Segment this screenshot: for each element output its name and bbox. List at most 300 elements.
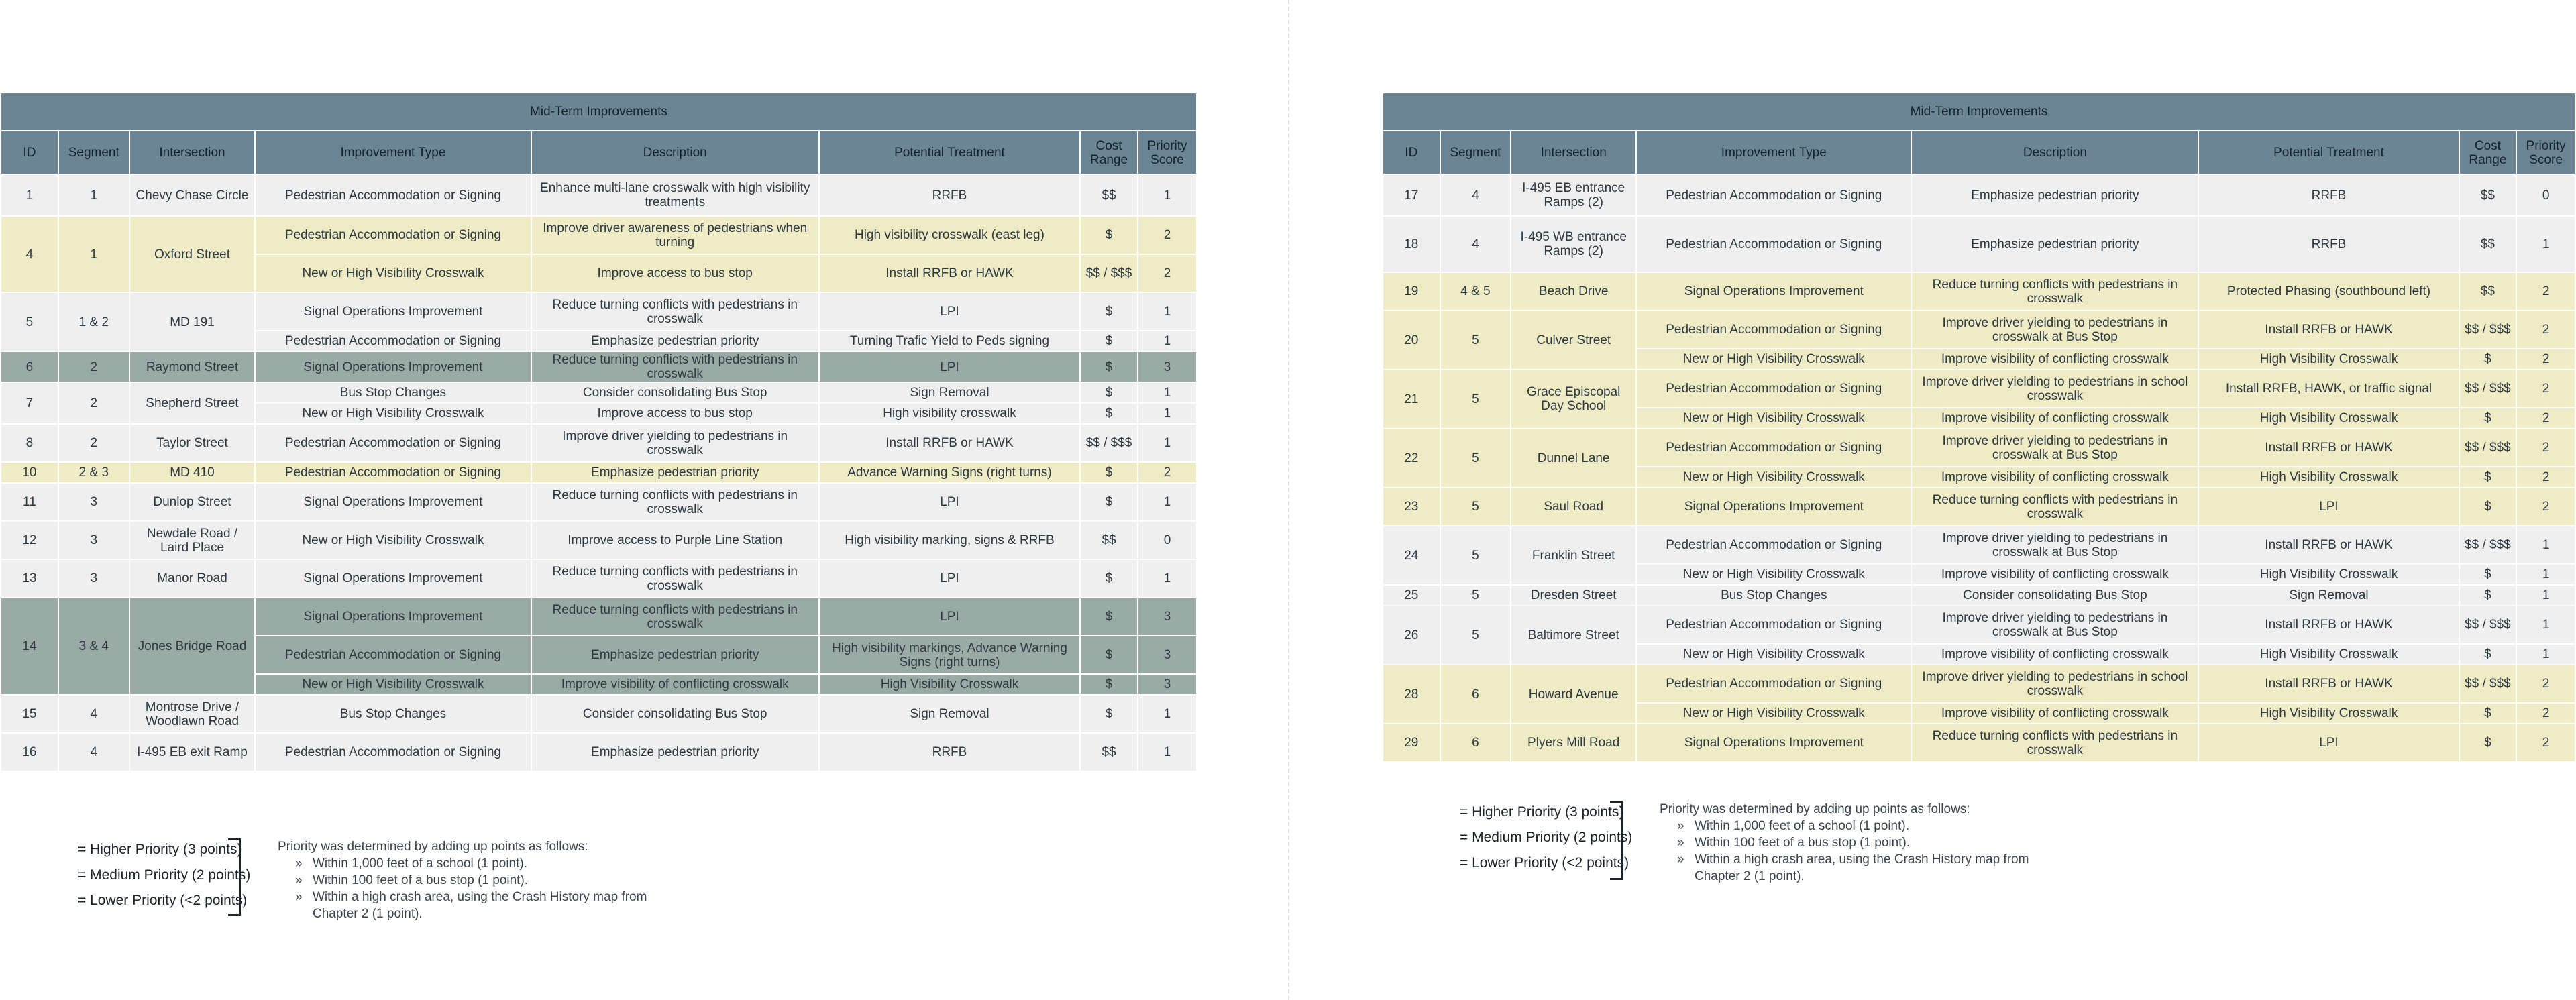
table-row [1, 424, 1197, 462]
cell-treatment: High Visibility Crosswalk [819, 674, 1080, 695]
cell-intersection: Saul Road [1511, 488, 1636, 526]
cell-segment: 5 [1440, 311, 1511, 370]
col-header-id: ID [1, 131, 58, 174]
cell-score: 3 [1138, 674, 1197, 695]
cell-improvement-type: Signal Operations Improvement [1636, 488, 1911, 526]
table-row [1, 351, 1197, 382]
priority-note-intro: Priority was determined by adding up points as follows: [278, 840, 588, 854]
table-row [1383, 585, 2575, 606]
cell-score: 2 [2516, 467, 2575, 488]
table-row [1383, 311, 2575, 349]
cell-id: 4 [1, 216, 58, 292]
cell-cost: $ [2459, 703, 2517, 724]
table-row [1383, 526, 2575, 564]
cell-description: Reduce turning conflicts with pedestrians in crosswalk [531, 351, 819, 382]
table-row [1383, 174, 2575, 216]
cell-description: Improve visibility of conflicting crosswalk [1911, 703, 2198, 724]
cell-description: Reduce turning conflicts with pedestrians in crosswalk [531, 598, 819, 636]
cell-treatment: High Visibility Crosswalk [2198, 467, 2459, 488]
cell-id: 15 [1, 695, 58, 733]
legend-swatch-high [1382, 803, 1456, 821]
cell-improvement-type: Pedestrian Accommodation or Signing [255, 733, 531, 771]
legend-label-low: = Lower Priority (<2 points) [78, 893, 248, 908]
priority-note-intro: Priority was determined by adding up points as follows: [1660, 802, 1970, 816]
cell-cost: $ [1080, 382, 1138, 403]
cell-intersection: Chevy Chase Circle [129, 174, 256, 216]
cell-description: Consider consolidating Bus Stop [531, 695, 819, 733]
cell-intersection: Jones Bridge Road [129, 598, 256, 695]
cell-treatment: RRFB [2198, 216, 2459, 272]
cell-treatment: LPI [819, 598, 1080, 636]
cell-improvement-type: Pedestrian Accommodation or Signing [1636, 216, 1911, 272]
cell-description: Improve visibility of conflicting crosswalk [531, 674, 819, 695]
mid-term-improvements-table-left [0, 92, 1197, 772]
cell-segment: 6 [1440, 724, 1511, 762]
cell-intersection: Franklin Street [1511, 526, 1636, 585]
cell-intersection: MD 191 [129, 292, 256, 351]
cell-segment: 3 & 4 [58, 598, 129, 695]
cell-segment: 4 [1440, 216, 1511, 272]
cell-treatment: Advance Warning Signs (right turns) [819, 462, 1080, 483]
cell-improvement-type: Pedestrian Accommodation or Signing [1636, 174, 1911, 216]
cell-segment: 3 [58, 559, 129, 598]
cell-score: 2 [2516, 408, 2575, 429]
col-header-improvement-type: Improvement Type [1636, 131, 1911, 174]
cell-score: 1 [1138, 559, 1197, 598]
cell-treatment: Protected Phasing (southbound left) [2198, 272, 2459, 311]
cell-description: Improve visibility of conflicting crosswalk [1911, 467, 2198, 488]
table-row [1, 382, 1197, 403]
cell-score: 1 [1138, 695, 1197, 733]
col-header-improvement-type: Improvement Type [255, 131, 531, 174]
cell-score: 2 [2516, 665, 2575, 703]
cell-treatment: RRFB [819, 733, 1080, 771]
cell-treatment: High visibility crosswalk [819, 403, 1080, 424]
cell-description: Improve driver yielding to pedestrians in school crosswalk [1911, 665, 2198, 703]
cell-improvement-type: New or High Visibility Crosswalk [1636, 349, 1911, 370]
priority-legend [0, 838, 671, 959]
cell-segment: 1 & 2 [58, 292, 129, 351]
cell-treatment: High visibility markings, Advance Warning Signs (right turns) [819, 636, 1080, 674]
cell-treatment: Install RRFB or HAWK [2198, 429, 2459, 467]
col-header-segment: Segment [58, 131, 129, 174]
cell-segment: 4 [58, 733, 129, 771]
cell-score: 2 [2516, 488, 2575, 526]
cell-segment: 5 [1440, 488, 1511, 526]
cell-description: Consider consolidating Bus Stop [531, 382, 819, 403]
right-page [1288, 0, 2576, 1000]
cell-cost: $ [1080, 292, 1138, 331]
cell-id: 24 [1383, 526, 1440, 585]
cell-segment: 5 [1440, 370, 1511, 429]
cell-id: 7 [1, 382, 58, 424]
cell-description: Emphasize pedestrian priority [531, 733, 819, 771]
legend-swatch-low [1382, 854, 1456, 872]
cell-score: 1 [2516, 644, 2575, 665]
cell-description: Improve access to Purple Line Station [531, 521, 819, 559]
cell-description: Reduce turning conflicts with pedestrians in crosswalk [1911, 272, 2198, 311]
cell-id: 28 [1383, 665, 1440, 724]
cell-improvement-type: Pedestrian Accommodation or Signing [255, 636, 531, 674]
cell-segment: 1 [58, 174, 129, 216]
cell-score: 2 [1138, 216, 1197, 254]
cell-id: 17 [1383, 174, 1440, 216]
legend-bracket [228, 838, 241, 916]
cell-treatment: High visibility marking, signs & RRFB [819, 521, 1080, 559]
cell-id: 14 [1, 598, 58, 695]
cell-cost: $ [1080, 674, 1138, 695]
cell-description: Emphasize pedestrian priority [531, 462, 819, 483]
col-header-cost-range: Cost Range [2459, 131, 2517, 174]
table-row [1, 216, 1197, 254]
legend-label-high: = Higher Priority (3 points) [78, 842, 242, 857]
cell-id: 11 [1, 483, 58, 521]
cell-intersection: Beach Drive [1511, 272, 1636, 311]
cell-segment: 2 [58, 382, 129, 424]
cell-score: 1 [1138, 424, 1197, 462]
cell-improvement-type: Signal Operations Improvement [255, 598, 531, 636]
cell-score: 1 [1138, 292, 1197, 331]
cell-id: 8 [1, 424, 58, 462]
legend-swatch-low [0, 892, 74, 909]
priority-note [1660, 801, 2035, 885]
cell-treatment: High visibility crosswalk (east leg) [819, 216, 1080, 254]
table-title: Mid-Term Improvements [1, 93, 1197, 131]
cell-improvement-type: Pedestrian Accommodation or Signing [255, 331, 531, 351]
priority-note-list [1660, 818, 2035, 885]
cell-id: 1 [1, 174, 58, 216]
cell-treatment: Install RRFB or HAWK [2198, 526, 2459, 564]
col-header-potential-treatment: Potential Treatment [2198, 131, 2459, 174]
cell-intersection: Taylor Street [129, 424, 256, 462]
cell-improvement-type: New or High Visibility Crosswalk [255, 254, 531, 292]
cell-cost: $ [2459, 349, 2517, 370]
cell-intersection: Shepherd Street [129, 382, 256, 424]
cell-cost: $$ / $$$ [2459, 606, 2517, 644]
legend-label-medium: = Medium Priority (2 points) [78, 867, 251, 883]
cell-improvement-type: Signal Operations Improvement [255, 483, 531, 521]
cell-cost: $ [2459, 585, 2517, 606]
cell-description: Improve driver yielding to pedestrians in crosswalk at Bus Stop [1911, 311, 2198, 349]
cell-cost: $ [1080, 403, 1138, 424]
table-row [1, 483, 1197, 521]
cell-description: Emphasize pedestrian priority [531, 331, 819, 351]
cell-description: Enhance multi-lane crosswalk with high visibility treatments [531, 174, 819, 216]
cell-score: 2 [2516, 370, 2575, 408]
cell-description: Consider consolidating Bus Stop [1911, 585, 2198, 606]
cell-cost: $ [1080, 483, 1138, 521]
cell-intersection: Grace Episcopal Day School [1511, 370, 1636, 429]
cell-score: 2 [1138, 462, 1197, 483]
cell-cost: $ [2459, 408, 2517, 429]
cell-treatment: LPI [819, 351, 1080, 382]
cell-cost: $ [1080, 598, 1138, 636]
cell-score: 1 [2516, 216, 2575, 272]
cell-treatment: LPI [2198, 488, 2459, 526]
cell-segment: 2 & 3 [58, 462, 129, 483]
cell-score: 1 [1138, 403, 1197, 424]
cell-improvement-type: Pedestrian Accommodation or Signing [1636, 311, 1911, 349]
cell-treatment: Sign Removal [2198, 585, 2459, 606]
cell-segment: 5 [1440, 585, 1511, 606]
cell-treatment: LPI [819, 292, 1080, 331]
cell-intersection: Dunlop Street [129, 483, 256, 521]
cell-description: Improve access to bus stop [531, 403, 819, 424]
cell-segment: 2 [58, 351, 129, 382]
cell-improvement-type: Signal Operations Improvement [255, 351, 531, 382]
cell-id: 16 [1, 733, 58, 771]
cell-cost: $ [1080, 351, 1138, 382]
priority-note-list [278, 855, 653, 922]
cell-id: 12 [1, 521, 58, 559]
cell-treatment: High Visibility Crosswalk [2198, 644, 2459, 665]
priority-note-item: » Within 1,000 feet of a school (1 point). [1677, 818, 2035, 834]
legend-swatch-high [0, 841, 74, 858]
cell-segment: 5 [1440, 429, 1511, 488]
cell-description: Improve driver yielding to pedestrians in crosswalk at Bus Stop [1911, 606, 2198, 644]
cell-score: 1 [2516, 564, 2575, 585]
table-row [1383, 665, 2575, 703]
cell-cost: $ [2459, 488, 2517, 526]
col-header-priority-score: Priority Score [2516, 131, 2575, 174]
cell-treatment: Turning Trafic Yield to Peds signing [819, 331, 1080, 351]
cell-score: 1 [1138, 382, 1197, 403]
cell-intersection: Newdale Road / Laird Place [129, 521, 256, 559]
priority-note-item: » Within a high crash area, using the Crash History map from Chapter 2 (1 point). [295, 889, 653, 922]
table-row [1383, 370, 2575, 408]
legend-bracket [1610, 801, 1623, 880]
cell-treatment: High Visibility Crosswalk [2198, 564, 2459, 585]
cell-id: 26 [1383, 606, 1440, 665]
cell-improvement-type: Pedestrian Accommodation or Signing [255, 216, 531, 254]
cell-score: 1 [2516, 585, 2575, 606]
cell-segment: 5 [1440, 606, 1511, 665]
priority-note [278, 838, 653, 922]
cell-id: 23 [1383, 488, 1440, 526]
cell-cost: $$ / $$$ [2459, 526, 2517, 564]
table-row [1383, 724, 2575, 762]
cell-treatment: RRFB [819, 174, 1080, 216]
cell-segment: 3 [58, 483, 129, 521]
table-row [1, 733, 1197, 771]
cell-improvement-type: New or High Visibility Crosswalk [1636, 408, 1911, 429]
cell-cost: $$ [2459, 216, 2517, 272]
cell-segment: 4 [58, 695, 129, 733]
cell-improvement-type: New or High Visibility Crosswalk [255, 674, 531, 695]
cell-improvement-type: Bus Stop Changes [1636, 585, 1911, 606]
cell-id: 13 [1, 559, 58, 598]
cell-segment: 4 [1440, 174, 1511, 216]
cell-cost: $$ / $$$ [1080, 424, 1138, 462]
col-header-intersection: Intersection [129, 131, 256, 174]
cell-improvement-type: Pedestrian Accommodation or Signing [255, 424, 531, 462]
cell-cost: $ [1080, 331, 1138, 351]
cell-intersection: Baltimore Street [1511, 606, 1636, 665]
cell-cost: $$ [2459, 174, 2517, 216]
cell-improvement-type: New or High Visibility Crosswalk [1636, 703, 1911, 724]
cell-treatment: Install RRFB or HAWK [819, 254, 1080, 292]
cell-description: Reduce turning conflicts with pedestrians in crosswalk [1911, 488, 2198, 526]
cell-description: Reduce turning conflicts with pedestrians in crosswalk [1911, 724, 2198, 762]
legend-label-high: = Higher Priority (3 points) [1460, 804, 1624, 820]
cell-description: Improve driver yielding to pedestrians in school crosswalk [1911, 370, 2198, 408]
cell-score: 3 [1138, 636, 1197, 674]
cell-segment: 4 & 5 [1440, 272, 1511, 311]
cell-cost: $$ [2459, 272, 2517, 311]
cell-description: Improve visibility of conflicting crosswalk [1911, 408, 2198, 429]
cell-score: 1 [1138, 733, 1197, 771]
cell-intersection: Culver Street [1511, 311, 1636, 370]
cell-intersection: Dresden Street [1511, 585, 1636, 606]
cell-cost: $ [2459, 467, 2517, 488]
cell-intersection: Howard Avenue [1511, 665, 1636, 724]
cell-segment: 3 [58, 521, 129, 559]
cell-intersection: I-495 EB exit Ramp [129, 733, 256, 771]
cell-cost: $ [1080, 695, 1138, 733]
cell-improvement-type: New or High Visibility Crosswalk [255, 521, 531, 559]
cell-intersection: Montrose Drive / Woodlawn Road [129, 695, 256, 733]
col-header-intersection: Intersection [1511, 131, 1636, 174]
cell-score: 1 [2516, 606, 2575, 644]
cell-id: 21 [1383, 370, 1440, 429]
cell-treatment: LPI [819, 483, 1080, 521]
cell-improvement-type: Pedestrian Accommodation or Signing [255, 174, 531, 216]
cell-description: Reduce turning conflicts with pedestrians in crosswalk [531, 559, 819, 598]
cell-description: Improve driver awareness of pedestrians when turning [531, 216, 819, 254]
cell-treatment: LPI [819, 559, 1080, 598]
cell-cost: $ [1080, 559, 1138, 598]
cell-score: 1 [2516, 526, 2575, 564]
table-row [1383, 429, 2575, 467]
cell-intersection: Manor Road [129, 559, 256, 598]
cell-score: 2 [1138, 254, 1197, 292]
cell-description: Improve driver yielding to pedestrians in crosswalk at Bus Stop [1911, 429, 2198, 467]
cell-description: Improve visibility of conflicting crosswalk [1911, 564, 2198, 585]
priority-legend [1382, 801, 2053, 922]
cell-improvement-type: Signal Operations Improvement [1636, 272, 1911, 311]
col-header-potential-treatment: Potential Treatment [819, 131, 1080, 174]
table-row [1, 174, 1197, 216]
cell-improvement-type: Pedestrian Accommodation or Signing [1636, 526, 1911, 564]
table-row [1383, 606, 2575, 644]
cell-score: 2 [2516, 724, 2575, 762]
table-title: Mid-Term Improvements [1383, 93, 2575, 131]
cell-improvement-type: Pedestrian Accommodation or Signing [1636, 429, 1911, 467]
col-header-segment: Segment [1440, 131, 1511, 174]
cell-id: 19 [1383, 272, 1440, 311]
cell-cost: $ [2459, 724, 2517, 762]
priority-note-item: » Within a high crash area, using the Crash History map from Chapter 2 (1 point). [1677, 851, 2035, 885]
cell-description: Emphasize pedestrian priority [1911, 216, 2198, 272]
cell-description: Improve driver yielding to pedestrians in crosswalk at Bus Stop [1911, 526, 2198, 564]
cell-cost: $$ / $$$ [2459, 311, 2517, 349]
cell-segment: 2 [58, 424, 129, 462]
cell-id: 22 [1383, 429, 1440, 488]
col-header-priority-score: Priority Score [1138, 131, 1197, 174]
cell-id: 29 [1383, 724, 1440, 762]
cell-treatment: Install RRFB or HAWK [819, 424, 1080, 462]
cell-improvement-type: Bus Stop Changes [255, 382, 531, 403]
cell-score: 2 [2516, 429, 2575, 467]
table-row [1, 521, 1197, 559]
cell-improvement-type: Pedestrian Accommodation or Signing [1636, 370, 1911, 408]
table-row [1383, 488, 2575, 526]
table-row [1, 598, 1197, 636]
cell-id: 25 [1383, 585, 1440, 606]
cell-treatment: RRFB [2198, 174, 2459, 216]
table-row [1, 695, 1197, 733]
cell-cost: $$ / $$$ [2459, 665, 2517, 703]
cell-intersection: Raymond Street [129, 351, 256, 382]
cell-improvement-type: Pedestrian Accommodation or Signing [1636, 606, 1911, 644]
table-row [1, 559, 1197, 598]
cell-treatment: Sign Removal [819, 695, 1080, 733]
table-row [1383, 272, 2575, 311]
cell-score: 3 [1138, 598, 1197, 636]
cell-improvement-type: Bus Stop Changes [255, 695, 531, 733]
table-row [1, 462, 1197, 483]
legend-swatch-medium [0, 867, 74, 884]
cell-cost: $ [1080, 462, 1138, 483]
cell-intersection: I-495 EB entrance Ramps (2) [1511, 174, 1636, 216]
cell-score: 3 [1138, 351, 1197, 382]
cell-treatment: Install RRFB or HAWK [2198, 606, 2459, 644]
cell-intersection: Plyers Mill Road [1511, 724, 1636, 762]
cell-cost: $$ [1080, 733, 1138, 771]
cell-description: Improve driver yielding to pedestrians in crosswalk [531, 424, 819, 462]
cell-improvement-type: Signal Operations Improvement [1636, 724, 1911, 762]
table-row [1, 292, 1197, 331]
legend-label-low: = Lower Priority (<2 points) [1460, 855, 1629, 871]
col-header-description: Description [531, 131, 819, 174]
cell-improvement-type: Signal Operations Improvement [255, 559, 531, 598]
cell-score: 1 [1138, 174, 1197, 216]
cell-treatment: High Visibility Crosswalk [2198, 703, 2459, 724]
cell-intersection: Dunnel Lane [1511, 429, 1636, 488]
col-header-description: Description [1911, 131, 2198, 174]
priority-note-item: » Within 100 feet of a bus stop (1 point). [1677, 834, 2035, 851]
priority-note-item: » Within 1,000 feet of a school (1 point). [295, 855, 653, 872]
cell-description: Improve access to bus stop [531, 254, 819, 292]
legend-label-medium: = Medium Priority (2 points) [1460, 830, 1633, 845]
cell-treatment: High Visibility Crosswalk [2198, 408, 2459, 429]
cell-description: Improve visibility of conflicting crosswalk [1911, 349, 2198, 370]
cell-cost: $ [2459, 564, 2517, 585]
cell-segment: 6 [1440, 665, 1511, 724]
cell-cost: $$ / $$$ [1080, 254, 1138, 292]
cell-improvement-type: Pedestrian Accommodation or Signing [255, 462, 531, 483]
cell-score: 2 [2516, 349, 2575, 370]
cell-cost: $ [2459, 644, 2517, 665]
cell-description: Reduce turning conflicts with pedestrians in crosswalk [531, 483, 819, 521]
cell-improvement-type: Pedestrian Accommodation or Signing [1636, 665, 1911, 703]
cell-description: Emphasize pedestrian priority [531, 636, 819, 674]
cell-score: 2 [2516, 311, 2575, 349]
cell-cost: $$ / $$$ [2459, 370, 2517, 408]
cell-improvement-type: New or High Visibility Crosswalk [1636, 467, 1911, 488]
cell-score: 0 [2516, 174, 2575, 216]
cell-treatment: Install RRFB or HAWK [2198, 665, 2459, 703]
cell-cost: $$ / $$$ [2459, 429, 2517, 467]
cell-intersection: MD 410 [129, 462, 256, 483]
cell-score: 2 [2516, 272, 2575, 311]
priority-note-item: » Within 100 feet of a bus stop (1 point). [295, 872, 653, 889]
col-header-id: ID [1383, 131, 1440, 174]
cell-description: Reduce turning conflicts with pedestrians in crosswalk [531, 292, 819, 331]
cell-id: 5 [1, 292, 58, 351]
cell-intersection: Oxford Street [129, 216, 256, 292]
cell-improvement-type: New or High Visibility Crosswalk [255, 403, 531, 424]
